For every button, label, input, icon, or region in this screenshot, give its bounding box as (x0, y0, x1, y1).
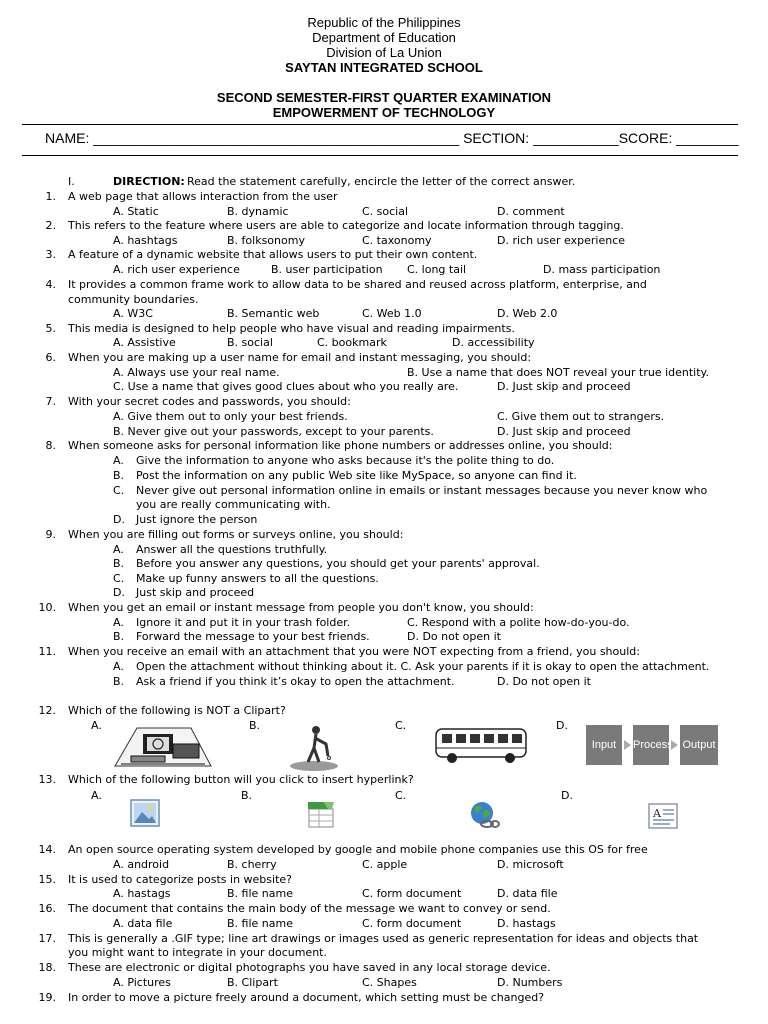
svg-text:A: A (653, 807, 661, 820)
question-text: When someone asks for personal information like phone numbers or addresses online, you should: (68, 439, 613, 452)
choice-a[interactable]: A. W3C (113, 307, 153, 320)
question-number: 16. (38, 902, 56, 915)
question-text: This media is designed to help people who have visual and reading impairments. (68, 322, 515, 335)
choice-a[interactable]: A. rich user experience (113, 263, 240, 276)
choice-d[interactable]: D. rich user experience (497, 234, 626, 247)
choice-d[interactable]: D. accessibility (452, 336, 535, 349)
choice-a[interactable]: Answer all the questions truthfully. (136, 543, 328, 556)
choice-a-letter: A. (113, 454, 124, 467)
choice-c[interactable]: C. social (362, 205, 409, 218)
question-text-continued: you might want to integrate in your document. (68, 946, 327, 959)
choice-c-letter: C. (113, 572, 125, 585)
process-box: Process (633, 725, 669, 765)
textbox-icon[interactable] (648, 803, 678, 829)
choice-c[interactable]: C. Give them out to strangers. (497, 410, 665, 423)
choice-b[interactable]: B. Semantic web (227, 307, 320, 320)
question-number: 12. (38, 704, 56, 717)
bottom-rule (22, 155, 738, 156)
choice-c[interactable]: C. Respond with a polite how-do-you-do. (407, 616, 630, 629)
choice-b[interactable]: B. Clipart (227, 976, 278, 989)
choice-c[interactable]: C. form document (362, 887, 462, 900)
question-number: 7. (45, 395, 56, 408)
question-text: When you get an email or instant message from people you don't know, you should: (68, 601, 534, 614)
choice-c[interactable]: C. (395, 719, 407, 732)
choice-d[interactable]: D. hastags (497, 917, 556, 930)
question-number: 19. (38, 991, 56, 1004)
choice-a-letter: A. (113, 543, 124, 556)
input-box: Input (586, 725, 622, 765)
choice-a[interactable]: A. hashtags (113, 234, 178, 247)
choice-b[interactable]: B. Never give out your passwords, except to your parents. (113, 425, 434, 438)
choice-d[interactable]: D. comment (497, 205, 565, 218)
choice-d[interactable]: Just ignore the person (136, 513, 258, 526)
school-name: SAYTAN INTEGRATED SCHOOL (285, 60, 483, 75)
bus-clipart[interactable] (432, 721, 530, 767)
choice-c[interactable]: C. form document (362, 917, 462, 930)
choice-b[interactable]: Post the information on any public Web site like MySpace, so anyone can find it. (136, 469, 577, 482)
choice-d[interactable]: D. mass participation (543, 263, 661, 276)
question-number: 2. (45, 219, 56, 232)
choice-a[interactable]: A. Pictures (113, 976, 171, 989)
picture-icon[interactable] (130, 799, 160, 827)
choice-d[interactable]: D. Do not open it (407, 630, 501, 643)
choice-a[interactable]: A. Static (113, 205, 159, 218)
subject-title: EMPOWERMENT OF TECHNOLOGY (272, 105, 496, 120)
question-number: 6. (45, 351, 56, 364)
choice-d[interactable]: D. Do not open it (497, 675, 591, 688)
choice-d[interactable]: D. microsoft (497, 858, 564, 871)
choice-a-letter: A. (113, 660, 124, 673)
question-number: 15. (38, 873, 56, 886)
choice-c[interactable]: C. long tail (407, 263, 467, 276)
question-number: 4. (45, 278, 56, 291)
question-number: 18. (38, 961, 56, 974)
output-box: Output (680, 725, 718, 765)
top-rule (22, 124, 738, 125)
choice-b-letter: B. (113, 630, 125, 643)
arrow-right-icon (624, 740, 631, 750)
choice-a[interactable]: A. android (113, 858, 170, 871)
choice-d[interactable]: D. Just skip and proceed (497, 380, 631, 393)
choice-d[interactable]: D. data file (497, 887, 558, 900)
arrow-right-icon (671, 740, 678, 750)
choice-c[interactable]: C. Use a name that gives good clues about who you really are. (113, 380, 459, 393)
question-text: It provides a common frame work to allow data to be shared and reused across platform, enterprise, and (68, 278, 647, 291)
question-text: When you are making up a user name for email and instant messaging, you should: (68, 351, 532, 364)
choice-b-letter: B. (113, 675, 125, 688)
computer-clipart[interactable] (113, 722, 213, 768)
question-number: 1. (45, 190, 56, 203)
question-text: The document that contains the main body of the message we want to convey or send. (68, 902, 551, 915)
question-number: 13. (38, 773, 56, 786)
question-number: 3. (45, 248, 56, 261)
department-line: Department of Education (312, 30, 456, 45)
choice-a[interactable]: A. hastags (113, 887, 171, 900)
question-text: A feature of a dynamic website that allows users to put their own content. (68, 248, 478, 261)
direction-roman: I. (68, 175, 75, 188)
choice-b[interactable]: B. dynamic (227, 205, 289, 218)
choice-b[interactable]: B. cherry (227, 858, 277, 871)
choice-a[interactable]: A. (91, 789, 102, 802)
choice-b[interactable]: B. Use a name that does NOT reveal your true identity. (407, 366, 709, 379)
choice-b[interactable]: Ask a friend if you think it’s okay to open the attachment. (136, 675, 455, 688)
choice-a[interactable]: A. Give them out to only your best friends. (113, 410, 348, 423)
question-text: With your secret codes and passwords, you should: (68, 395, 351, 408)
choice-d-letter: D. (113, 586, 125, 599)
question-text: This is generally a .GIF type; line art drawings or images used as generic representation for ideas and objects that (68, 932, 699, 945)
hyperlink-globe-icon[interactable] (468, 800, 500, 830)
choice-d-letter: D. (113, 513, 125, 526)
question-text-continued: community boundaries. (68, 293, 199, 306)
choice-a[interactable]: A. data file (113, 917, 173, 930)
choice-a[interactable]: A. (91, 719, 102, 732)
question-number: 11. (38, 645, 56, 658)
republic-line: Republic of the Philippines (307, 15, 461, 30)
choice-c[interactable]: C. bookmark (317, 336, 387, 349)
question-text: It is used to categorize posts in website? (68, 873, 292, 886)
choice-c-continued: you are really communicating with. (136, 498, 331, 511)
question-number: 14. (38, 843, 56, 856)
choice-b[interactable]: B. social (227, 336, 273, 349)
choice-d[interactable]: D. (561, 789, 573, 802)
choice-c-letter: C. (113, 484, 125, 497)
choice-a[interactable]: A. Assistive (113, 336, 176, 349)
choice-b[interactable]: B. file name (227, 917, 293, 930)
choice-c[interactable]: C. (395, 789, 407, 802)
choice-c[interactable]: C. apple (362, 858, 408, 871)
choice-c[interactable]: Make up funny answers to all the questions. (136, 572, 379, 585)
choice-b-letter: B. (113, 469, 125, 482)
choice-c[interactable]: C. taxonomy (362, 234, 432, 247)
question-text: These are electronic or digital photographs you have saved in any local storage device. (68, 961, 551, 974)
choice-d[interactable]: D. Web 2.0 (497, 307, 558, 320)
question-text: This refers to the feature where users are able to categorize and locate information through tagging. (68, 219, 624, 232)
question-number: 8. (45, 439, 56, 452)
direction-text: Read the statement carefully, encircle the letter of the correct answer. (187, 175, 576, 188)
choice-b[interactable]: B. folksonomy (227, 234, 305, 247)
question-text: Which of the following button will you click to insert hyperlink? (68, 773, 414, 786)
choice-b[interactable]: Forward the message to your best friends. (136, 630, 370, 643)
choice-d[interactable]: D. Numbers (497, 976, 563, 989)
name-section-score-row[interactable]: NAME: _______________________________________________ SECTION: ___________SCORE: ________ (45, 130, 739, 146)
choice-d[interactable]: D. Just skip and proceed (497, 425, 631, 438)
choice-a-and-c[interactable]: Open the attachment without thinking about it. C. Ask your parents if it is okay to open the attachment. (136, 660, 710, 673)
spreadsheet-icon[interactable] (306, 800, 336, 828)
question-number: 9. (45, 528, 56, 541)
choice-b[interactable]: Before you answer any questions, you should get your parents' approval. (136, 557, 540, 570)
choice-a[interactable]: A. Always use your real name. (113, 366, 280, 379)
question-number: 10. (38, 601, 56, 614)
choice-b[interactable]: B. (241, 789, 253, 802)
choice-b-letter: B. (113, 557, 125, 570)
choice-c[interactable]: Never give out personal information online in emails or instant messages because you never know who (136, 484, 708, 497)
choice-b[interactable]: B. user participation (271, 263, 383, 276)
question-text: When you are filling out forms or surveys online, you should: (68, 528, 404, 541)
exam-title: SECOND SEMESTER-FIRST QUARTER EXAMINATION (216, 90, 552, 105)
choice-b[interactable]: B. file name (227, 887, 293, 900)
question-text: Which of the following is NOT a Clipart? (68, 704, 286, 717)
choice-a[interactable]: Ignore it and put it in your trash folder. (136, 616, 351, 629)
choice-c[interactable]: C. Shapes (362, 976, 417, 989)
direction-label: DIRECTION: (113, 175, 185, 188)
choice-c[interactable]: C. Web 1.0 (362, 307, 422, 320)
golfer-clipart[interactable] (288, 722, 340, 772)
question-text: A web page that allows interaction from the user (68, 190, 338, 203)
question-text: When you receive an email with an attachment that you were NOT expecting from a friend, you should: (68, 645, 640, 658)
question-number: 17. (38, 932, 56, 945)
choice-d[interactable]: Just skip and proceed (136, 586, 255, 599)
choice-a[interactable]: Give the information to anyone who asks because it's the polite thing to do. (136, 454, 555, 467)
question-number: 5. (45, 322, 56, 335)
choice-d[interactable]: D. (556, 719, 568, 732)
question-text: An open source operating system developed by google and mobile phone companies use this OS for free (68, 843, 648, 856)
division-line: Division of La Union (326, 45, 442, 60)
input-process-output-flowchart[interactable] (586, 725, 718, 765)
choice-a-letter: A. (113, 616, 124, 629)
choice-b[interactable]: B. (249, 719, 261, 732)
question-text: In order to move a picture freely around a document, which setting must be changed? (68, 991, 545, 1004)
